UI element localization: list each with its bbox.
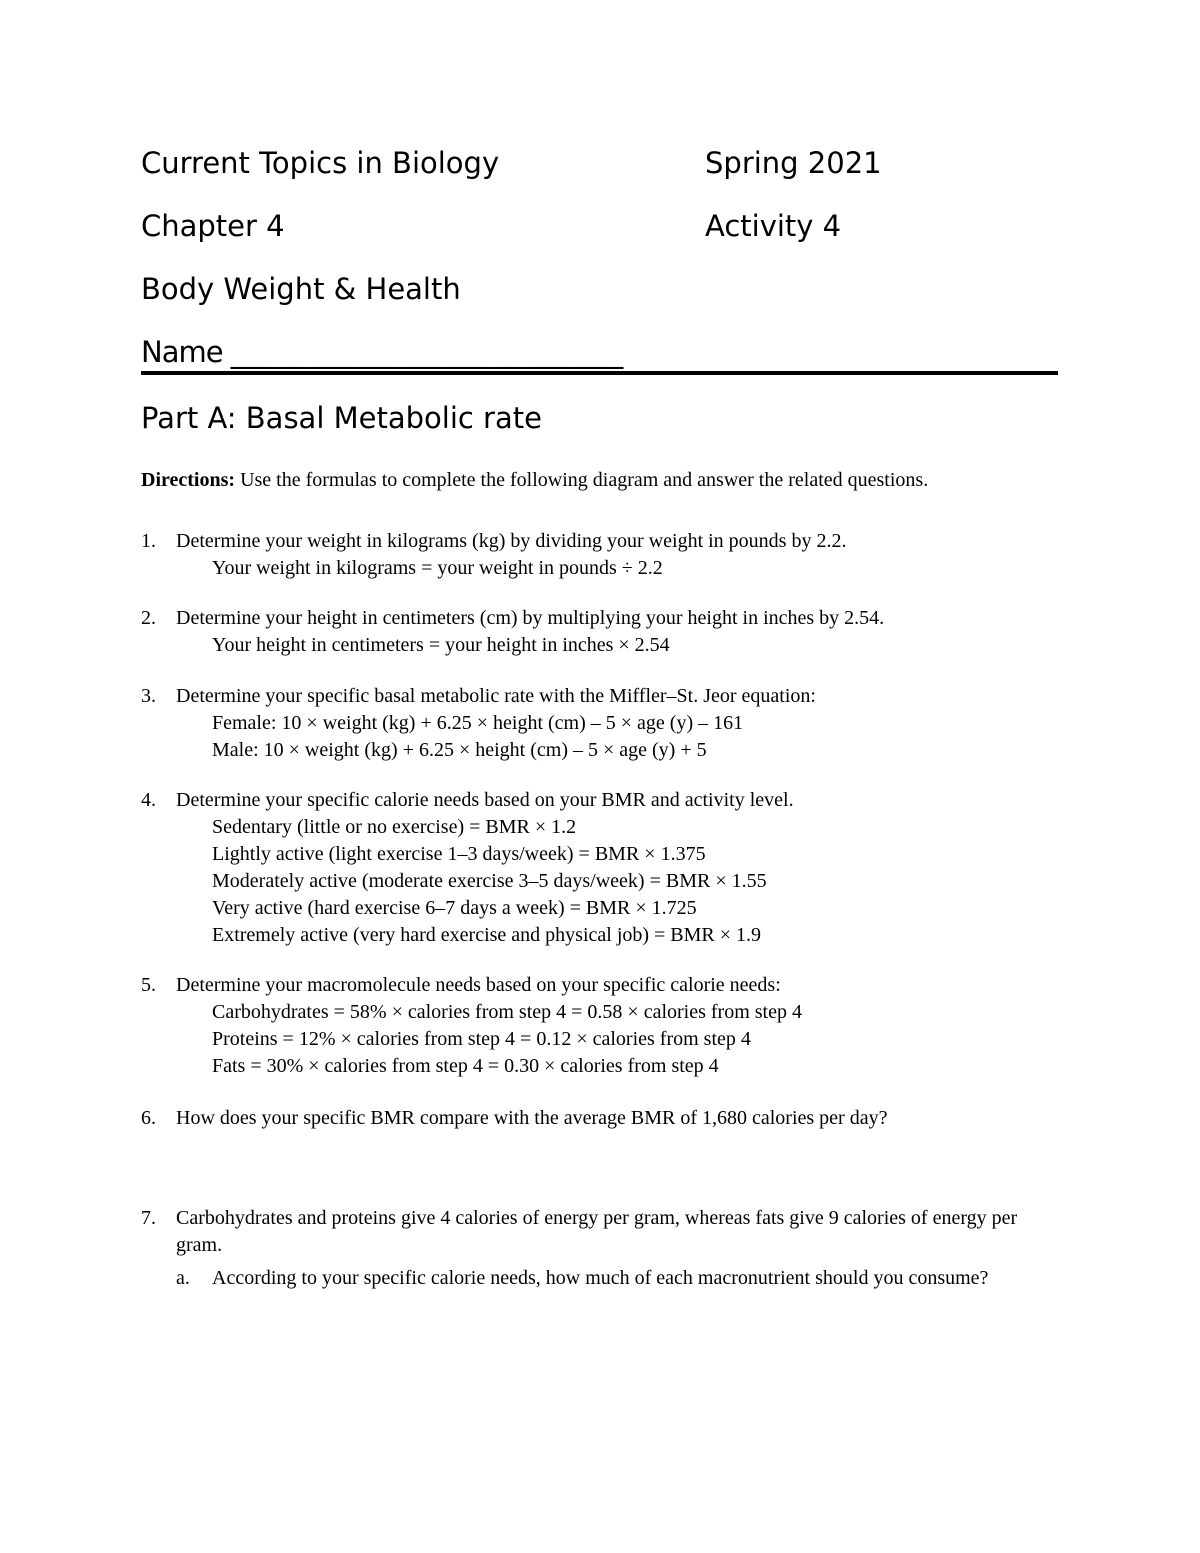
term-label: Spring 2021 xyxy=(705,146,882,180)
item-formula: Moderately active (moderate exercise 3–5 days/week) = BMR × 1.55 xyxy=(212,870,767,892)
item-number: 3. xyxy=(141,685,156,707)
item-number: 7. xyxy=(141,1207,156,1229)
item-formula: Very active (hard exercise 6–7 days a week) = BMR × 1.725 xyxy=(212,897,697,919)
item-letter: a. xyxy=(176,1267,190,1289)
item-formula: Male: 10 × weight (kg) + 6.25 × height (cm) – 5 × age (y) + 5 xyxy=(212,739,707,761)
item-formula: Extremely active (very hard exercise and physical job) = BMR × 1.9 xyxy=(212,924,762,946)
item-formula: Sedentary (little or no exercise) = BMR × 1.2 xyxy=(212,816,577,838)
item-number: 1. xyxy=(141,530,156,552)
item-formula: Fats = 30% × calories from step 4 = 0.30 × calories from step 4 xyxy=(212,1055,719,1077)
item-formula: Proteins = 12% × calories from step 4 = 0.12 × calories from step 4 xyxy=(212,1028,751,1050)
topic-title: Body Weight & Health xyxy=(141,272,461,306)
sub-list-item xyxy=(176,1265,1046,1292)
item-text: Determine your macromolecule needs based on your specific calorie needs: xyxy=(176,974,781,996)
item-formula: Female: 10 × weight (kg) + 6.25 × height (cm) – 5 × age (y) – 161 xyxy=(212,712,744,734)
item-formula: Lightly active (light exercise 1–3 days/week) = BMR × 1.375 xyxy=(212,843,706,865)
list-item xyxy=(141,972,1041,1080)
item-formula: Your height in centimeters = your height in inches × 2.54 xyxy=(212,634,670,656)
item-text: Carbohydrates and proteins give 4 calories of energy per gram, whereas fats give 9 calories of energy per gram. xyxy=(176,1207,1018,1256)
item-formula: Your weight in kilograms = your weight in pounds ÷ 2.2 xyxy=(212,557,663,579)
list-item xyxy=(141,1205,1041,1259)
directions-text: Use the formulas to complete the following diagram and answer the related questions. xyxy=(235,469,929,491)
item-number: 2. xyxy=(141,607,156,629)
item-text: Determine your weight in kilograms (kg) by dividing your weight in pounds by 2.2. xyxy=(176,530,847,552)
item-formula: Carbohydrates = 58% × calories from step 4 = 0.58 × calories from step 4 xyxy=(212,1001,802,1023)
directions-paragraph xyxy=(141,467,1021,494)
item-text: How does your specific BMR compare with the average BMR of 1,680 calories per day? xyxy=(176,1107,888,1129)
item-text: Determine your height in centimeters (cm) by multiplying your height in inches by 2.54. xyxy=(176,607,885,629)
list-item xyxy=(141,605,1041,659)
list-item xyxy=(141,528,1041,582)
course-title: Current Topics in Biology xyxy=(141,146,500,180)
item-number: 4. xyxy=(141,789,156,811)
list-item xyxy=(141,787,1041,949)
activity-label: Activity 4 xyxy=(705,209,842,243)
header-divider xyxy=(141,371,1058,375)
item-text: Determine your specific calorie needs based on your BMR and activity level. xyxy=(176,789,794,811)
list-item xyxy=(141,1105,1041,1132)
directions-label: Directions: xyxy=(141,469,236,491)
name-field[interactable]: Name _____________________________ xyxy=(141,335,623,369)
item-text: Determine your specific basal metabolic rate with the Miffler–St. Jeor equation: xyxy=(176,685,816,707)
list-item xyxy=(141,683,1041,764)
section-title: Part A: Basal Metabolic rate xyxy=(141,401,542,435)
chapter-label: Chapter 4 xyxy=(141,209,285,243)
item-number: 6. xyxy=(141,1107,156,1129)
item-number: 5. xyxy=(141,974,156,996)
item-text: According to your specific calorie needs, how much of each macronutrient should you consume? xyxy=(212,1267,989,1289)
